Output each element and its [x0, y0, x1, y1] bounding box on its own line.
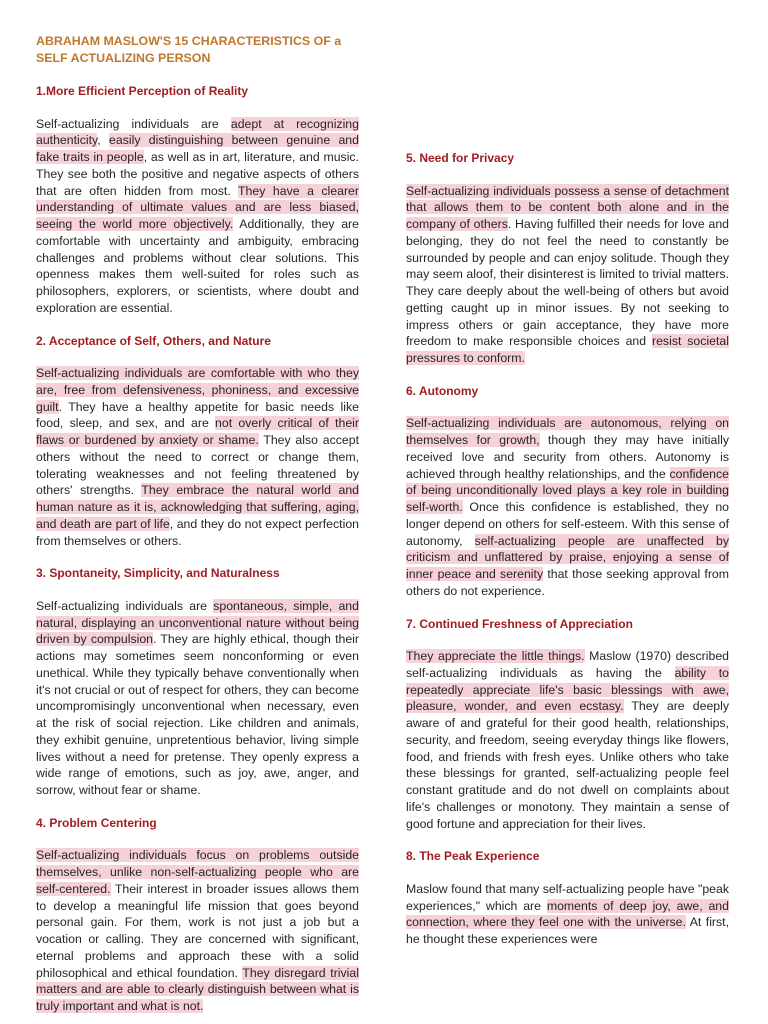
section-8-heading: 8. The Peak Experience [406, 849, 540, 864]
section-3-body [36, 598, 359, 799]
highlight: adept at recognizing authenticity [36, 116, 359, 148]
text-run: Their interest in broader issues allows them to develop a meaningful life mission that goes beyond personal gain. For them, work is not just a job but a vocation or calling. They are concerned with significant, eternal problems and approach these with a solid philosophical and ethical foundation. [36, 881, 359, 980]
highlight: They have a clearer understanding of ultimate values and are less biased, seeing the world more objectively. [36, 183, 359, 231]
section-5-heading: 5. Need for Privacy [406, 151, 515, 165]
section-6-body [406, 415, 729, 599]
text-run: Maslow found that many self-actualizing people have "peak experiences," which are [406, 881, 729, 913]
text-run: Maslow (1970) described self-actualizing individuals as having the [406, 649, 730, 680]
section-3-heading: 3. Spontaneity, Simplicity, and Naturalness [36, 566, 280, 581]
text-run: though they may have initially received love and security from others. Autonomy is achieved through healthy relationships, and the [406, 433, 729, 481]
text-run: Additionally, they are comfortable with uncertainty and ambiguity, embracing challenges and problems without clear solutions. This openness makes them well-suited for roles such as philosophers, explorers, or scientists, where doubt and exploration are essential. [36, 217, 359, 315]
highlight: Self-actualizing individuals are comfortable with who they are, free from defensiveness, phoniness, and excessive guilt [36, 366, 359, 414]
highlight: Self-actualizing individuals possess a sense of detachment that allows them to be content both alone and in the company of others [406, 183, 729, 231]
section-4-heading: 4. Problem Centering [36, 815, 157, 830]
highlight: They embrace the natural world and human nature as it is, acknowledging that suffering, aging, and death are part of life [36, 483, 359, 531]
highlight: spontaneous, simple, and natural, displaying an unconventional nature without being driven by compulsion [36, 598, 359, 647]
text-run: that those seeking approval from others do not experience. [406, 567, 729, 598]
section-1-heading: 1.More Efficient Perception of Reality [36, 84, 249, 98]
title-line-2: SELF ACTUALIZING PERSON [36, 50, 211, 65]
highlight: moments of deep joy, awe, and connection, where they feel one with the universe. [406, 898, 729, 930]
highlight: easily distinguishing between genuine and fake traits in people [36, 133, 359, 164]
text-run: Once this confidence is established, they no longer depend on others for self-esteem. With this sense of autonomy, [406, 500, 729, 548]
highlight: confidence of being unconditionally loved plays a key role in building self-worth. [406, 466, 729, 514]
text-run: Self-actualizing individuals are [36, 598, 214, 613]
text-run: . They are highly ethical, though their actions may sometimes seem nonconforming or even unethical. While they typically behave conventionally when it's not crucial or out of respect for others, they can become uncompromisingly unconventional when necessary, even at the risk of social rejection. Like children and animals, they exhibit genuine, unpretentious behavior, living simple lives without a need for pretense. They openly express a wide range of emotions, such as joy, awe, anger, and sorrow, without fear or shame. [36, 632, 359, 797]
highlight: They disregard trivial matters and are able to clearly distinguish between what is truly important and what is not. [36, 965, 359, 1013]
section-1-body [36, 116, 359, 317]
left-column [36, 33, 359, 1015]
text-run: They are deeply aware of and grateful for their good health, relationships, security, and freedom, seeing everyday things like flowers, food, and friends with fresh eyes. Unlike others who take these blessings for granted, self-actualizing people feel constant gratitude and do not dwell on complaints about life's challenges or monotony. They maintain a sense of good fortune and appreciation for their lives. [406, 699, 729, 831]
section-4-body [36, 847, 359, 1015]
highlight: They appreciate the little things. [406, 649, 585, 663]
text-run: , and they do not expect perfection from themselves or others. [36, 516, 359, 548]
right-column [406, 33, 729, 948]
text-run: , [97, 133, 110, 148]
text-run: They also accept others without the need to correct or change them, tolerating weaknesses and not feeling threatened by others' strengths. [36, 433, 359, 498]
highlight: Self-actualizing individuals are autonomous, relying on themselves for growth, [406, 416, 729, 447]
text-run: . Having fulfilled their needs for love and belonging, they do not feel the need to constantly be surrounded by people and can enjoy solitude. Though they may seem aloof, their disinterest is limited to trivial matters. They care deeply about the well-being of others but avoid getting caught up in minor issues. By not seeking to impress others or gain acceptance, they have more freedom to make responsible choices and [406, 217, 729, 349]
section-7-body [406, 648, 729, 832]
highlight: ability to repeatedly appreciate life's basic blessings with awe, pleasure, wonder, and even ecstasy. [406, 665, 729, 714]
highlight: not overly critical of their flaws or burdened by anxiety or shame. [36, 416, 359, 447]
section-2-heading: 2. Acceptance of Self, Others, and Nature [36, 333, 271, 348]
section-2-body [36, 365, 359, 549]
section-5-body [406, 183, 729, 367]
text-run: Self-actualizing individuals are [36, 116, 231, 131]
text-run: . They have a healthy appetite for basic needs like food, sleep, and sex, and are [36, 399, 359, 431]
highlight: resist societal pressures to conform. [406, 334, 729, 365]
section-8-body [406, 881, 729, 948]
section-6-heading: 6. Autonomy [406, 383, 479, 398]
title-line-1: ABRAHAM MASLOW'S 15 CHARACTERISTICS OF a [36, 34, 342, 48]
highlight: Self-actualizing individuals focus on problems outside themselves, unlike non-self-actualizing people who are self-centered. [36, 848, 359, 896]
text-run: At first, he thought these experiences were [406, 915, 730, 946]
document-title [36, 33, 359, 66]
section-7-heading: 7. Continued Freshness of Appreciation [406, 616, 633, 631]
highlight: self-actualizing people are unaffected by criticism and unflattered by praise, enjoying a sense of inner peace and serenity [406, 533, 729, 581]
text-run: , as well as in art, literature, and music. They see both the positive and negative aspects of others that are often hidden from most. [36, 150, 359, 198]
